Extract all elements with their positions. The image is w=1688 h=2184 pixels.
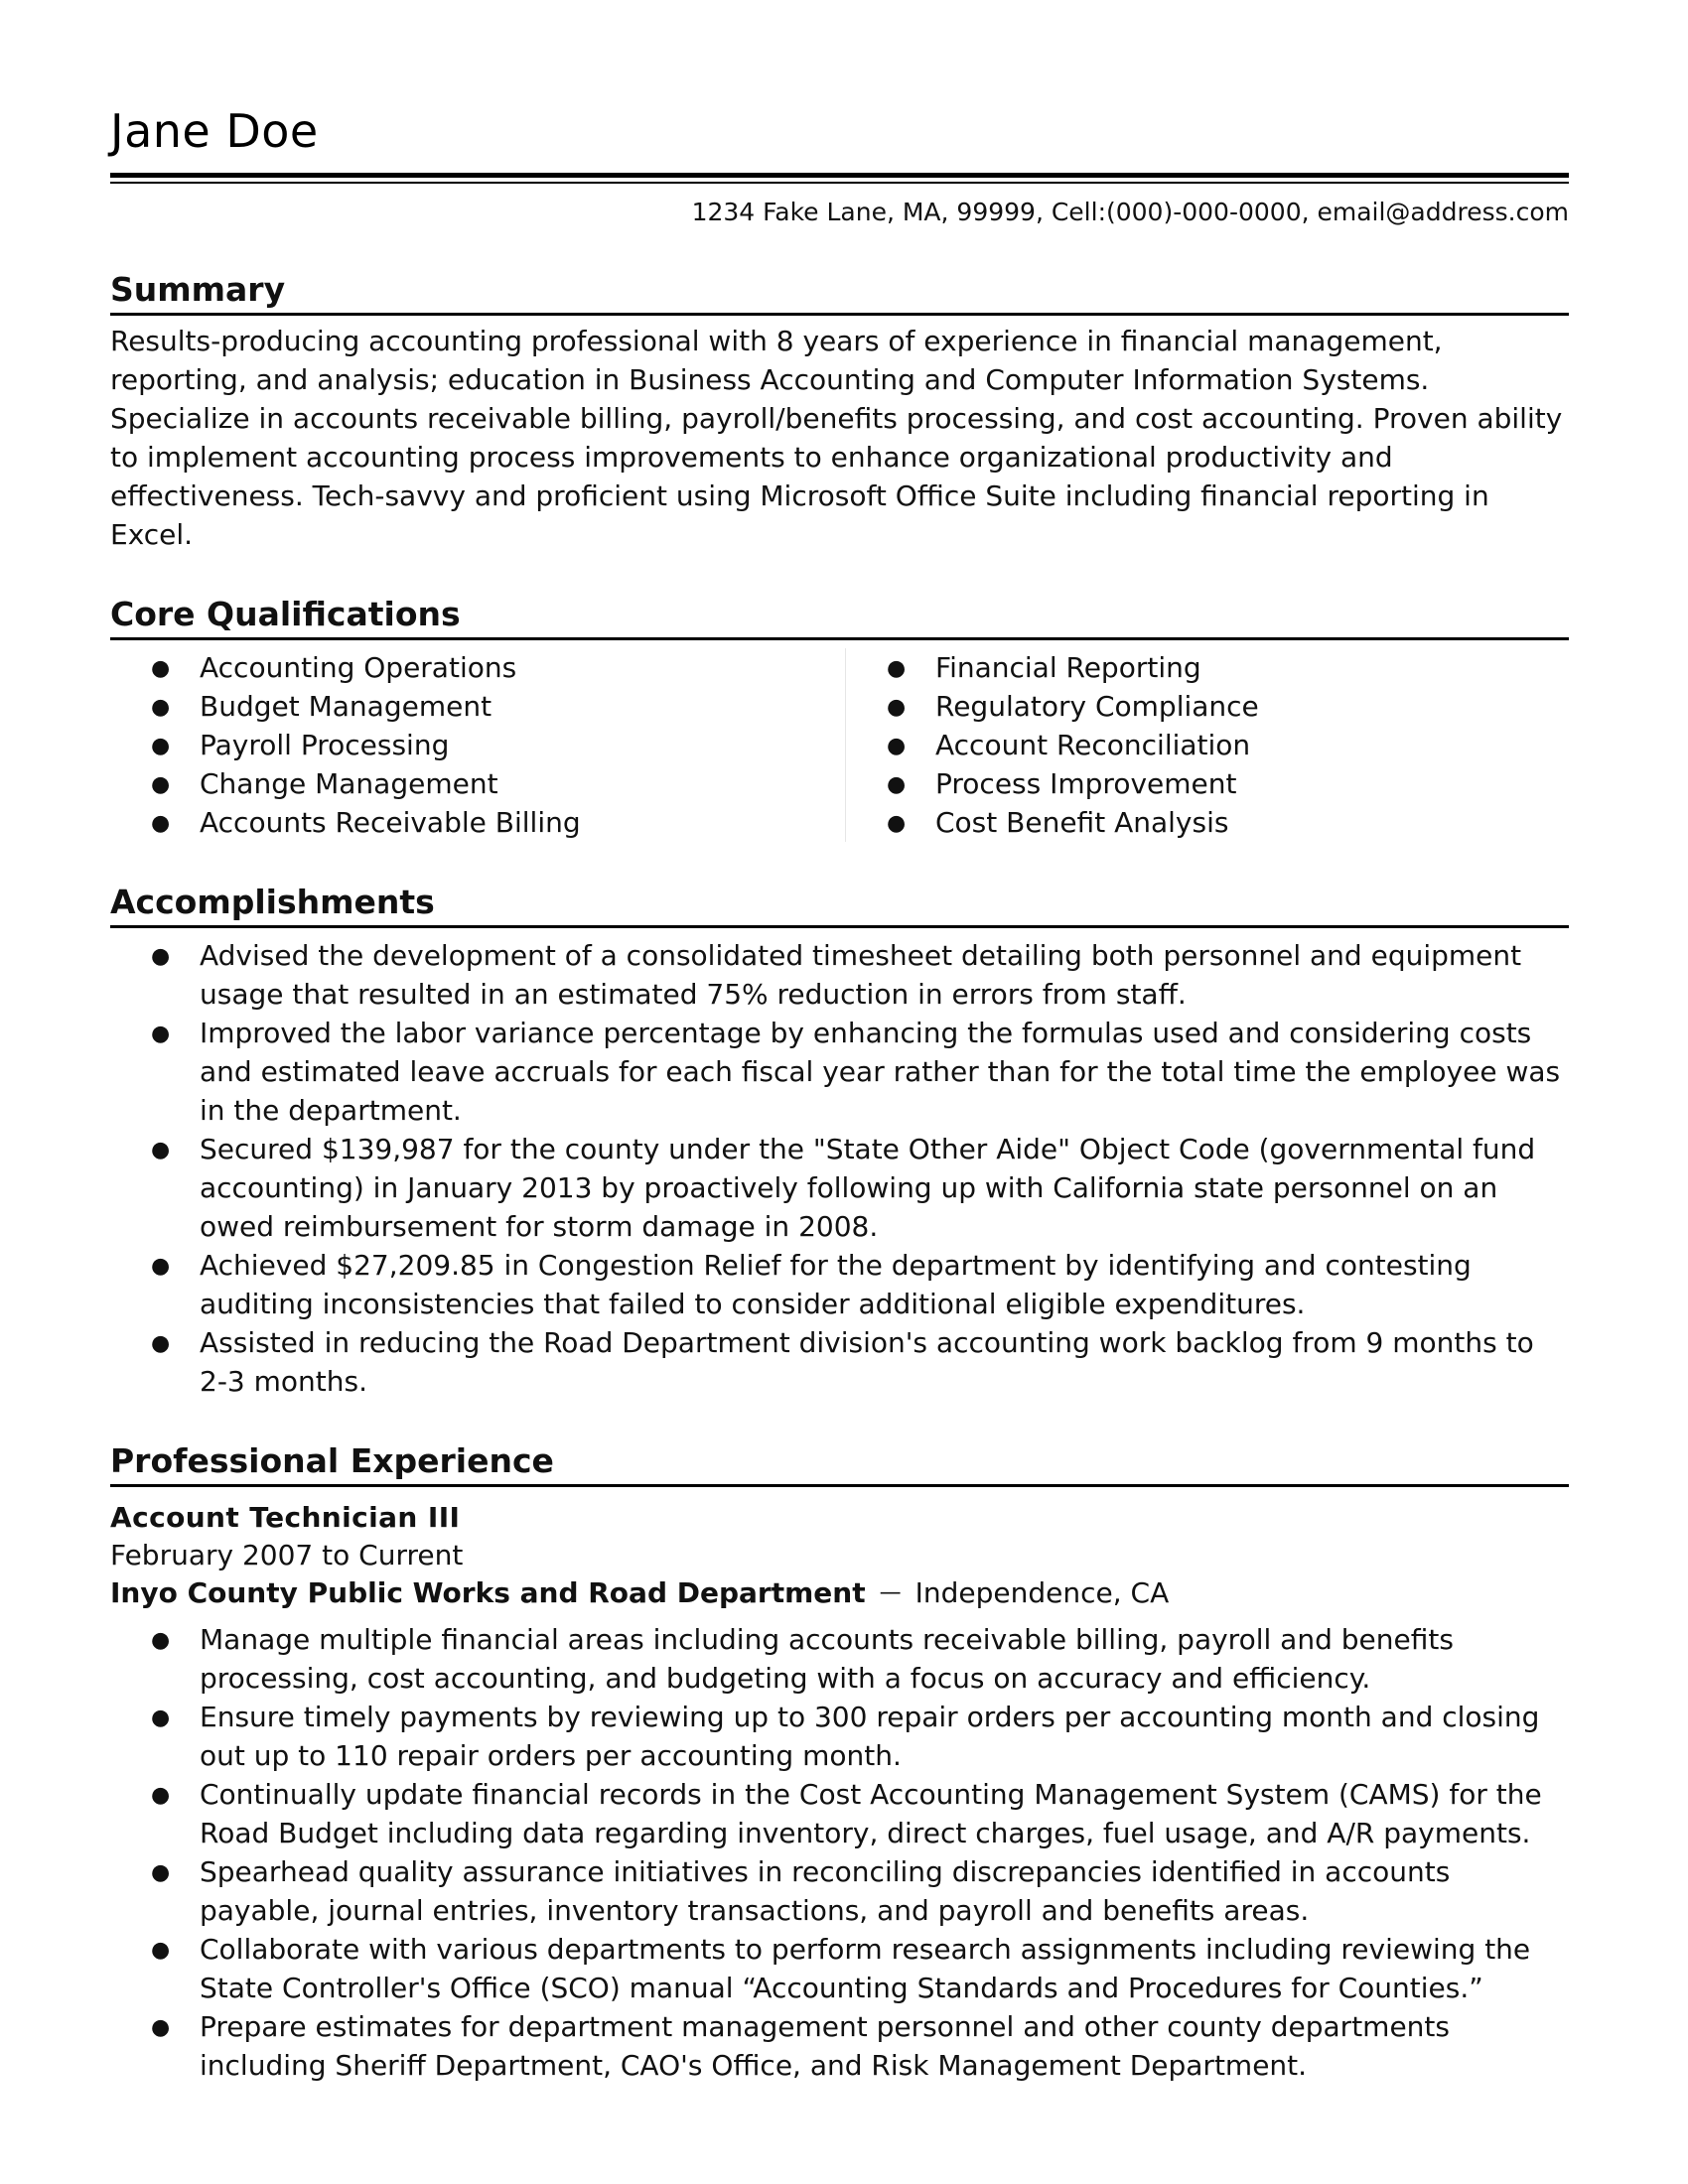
bullet-icon: ●	[887, 772, 907, 797]
qualification-item: ● Change Management	[151, 767, 498, 800]
qualification-item: ● Regulatory Compliance	[887, 690, 1259, 723]
qualification-item: ● Financial Reporting	[887, 651, 1201, 684]
job-title: Account Technician III	[110, 1501, 461, 1534]
accomplishments-list	[110, 936, 1569, 1401]
accomplishment-item: ● Achieved $27,209.85 in Congestion Relief for the department by identifying and contesting auditing inconsistencies that failed to consider additional eligible expenditures.	[151, 1249, 1472, 1320]
summary-heading: Summary	[110, 269, 1569, 316]
qualifications-columns	[110, 648, 1569, 842]
bullet-icon: ●	[151, 1138, 171, 1162]
accomplishment-item: ● Assisted in reducing the Road Department division's accounting work backlog from 9 months to 2-3 months.	[151, 1326, 1534, 1398]
bullet-icon: ●	[151, 1022, 171, 1046]
accomplishments-section	[110, 882, 1569, 1401]
job-organization: Inyo County Public Works and Road Department	[110, 1576, 866, 1609]
bullet-icon: ●	[151, 1331, 171, 1356]
candidate-name: Jane Doe	[110, 104, 319, 158]
bullet-icon: ●	[151, 944, 171, 969]
bullet-icon: ●	[151, 1254, 171, 1279]
bullet-icon: ●	[151, 772, 171, 797]
qualification-item: ● Payroll Processing	[151, 729, 450, 761]
job-duty-item: ● Continually update financial records in the Cost Accounting Management System (CAMS) for the Road Budget including data regarding inventory, direct charges, fuel usage, and A/R payments.	[151, 1778, 1542, 1849]
job-duty-item: ● Collaborate with various departments to perform research assignments including reviewing the State Controller's Office (SCO) manual “Accounting Standards and Procedures for Counties.”	[151, 1933, 1531, 2004]
bullet-icon: ●	[151, 1860, 171, 1885]
job-entry	[110, 1499, 1569, 2085]
bullet-icon: ●	[887, 811, 907, 836]
qualification-item: ● Accounts Receivable Billing	[151, 806, 581, 839]
bullet-icon: ●	[887, 695, 907, 720]
qualification-item: ● Account Reconciliation	[887, 729, 1251, 761]
experience-heading: Professional Experience	[110, 1440, 1569, 1487]
qualifications-left-column	[110, 648, 846, 842]
accomplishment-item: ● Advised the development of a consolidated timesheet detailing both personnel and equipment usage that resulted in an estimated 75% reduction in errors from staff.	[151, 939, 1522, 1011]
summary-section	[110, 269, 1569, 554]
qualification-item: ● Accounting Operations	[151, 651, 517, 684]
qualification-item: ● Budget Management	[151, 690, 492, 723]
bullet-icon: ●	[887, 734, 907, 758]
accomplishment-item: ● Improved the labor variance percentage by enhancing the formulas used and considering costs and estimated leave accruals for each fiscal year rather than for the total time the employee was in the department.	[151, 1017, 1561, 1127]
bullet-icon: ●	[151, 1628, 171, 1653]
job-duty-item: ● Ensure timely payments by reviewing up to 300 repair orders per accounting month and closing out up to 110 repair orders per accounting month.	[151, 1701, 1540, 1772]
job-organization-line	[110, 1574, 1569, 1612]
job-dates: February 2007 to Current	[110, 1539, 464, 1571]
bullet-icon: ●	[151, 2015, 171, 2040]
qualifications-heading: Core Qualifications	[110, 594, 1569, 640]
job-separator: —	[879, 1580, 902, 1605]
bullet-icon: ●	[151, 1706, 171, 1730]
qualifications-section	[110, 594, 1569, 842]
bullet-icon: ●	[151, 1938, 171, 1963]
resume-content	[110, 103, 1569, 2085]
qualifications-right-column	[846, 648, 1570, 842]
bullet-icon: ●	[151, 734, 171, 758]
bullet-icon: ●	[151, 1783, 171, 1808]
bullet-icon: ●	[151, 656, 171, 681]
qualification-item: ● Cost Benefit Analysis	[887, 806, 1229, 839]
summary-text: Results-producing accounting professional with 8 years of experience in financial management, reporting, and analysis; education in Business Accounting and Computer Information Systems. Specialize in accounts receivable billing, payroll/benefits processing, and cost accounting. Proven ability to implement accounting process improvements to enhance organizational productivity and effectiveness. Tech-savvy and proficient using Microsoft Office Suite including financial reporting in Excel.	[110, 325, 1563, 551]
contact-info: 1234 Fake Lane, MA, 99999, Cell:(000)-000-0000, email@address.com	[691, 198, 1569, 226]
qualification-item: ● Process Improvement	[887, 767, 1237, 800]
accomplishments-heading: Accomplishments	[110, 882, 1569, 928]
header-divider	[110, 173, 1569, 184]
bullet-icon: ●	[151, 811, 171, 836]
job-duty-item: ● Manage multiple financial areas including accounts receivable billing, payroll and benefits processing, cost accounting, and budgeting with a focus on accuracy and efficiency.	[151, 1623, 1454, 1695]
job-duty-item: ● Spearhead quality assurance initiatives in reconciling discrepancies identified in accounts payable, journal entries, inventory transactions, and payroll and benefits areas.	[151, 1855, 1451, 1927]
job-duties-list	[110, 1620, 1569, 2085]
job-location: Independence, CA	[914, 1576, 1170, 1609]
bullet-icon: ●	[151, 695, 171, 720]
job-duty-item: ● Prepare estimates for department management personnel and other county departments including Sheriff Department, CAO's Office, and Risk Management Department.	[151, 2010, 1450, 2082]
experience-section	[110, 1440, 1569, 2085]
accomplishment-item: ● Secured $139,987 for the county under the "State Other Aide" Object Code (governmental fund accounting) in January 2013 by proactively following up with California state personnel on an owed reimbursement for storm damage in 2008.	[151, 1133, 1536, 1243]
bullet-icon: ●	[887, 656, 907, 681]
